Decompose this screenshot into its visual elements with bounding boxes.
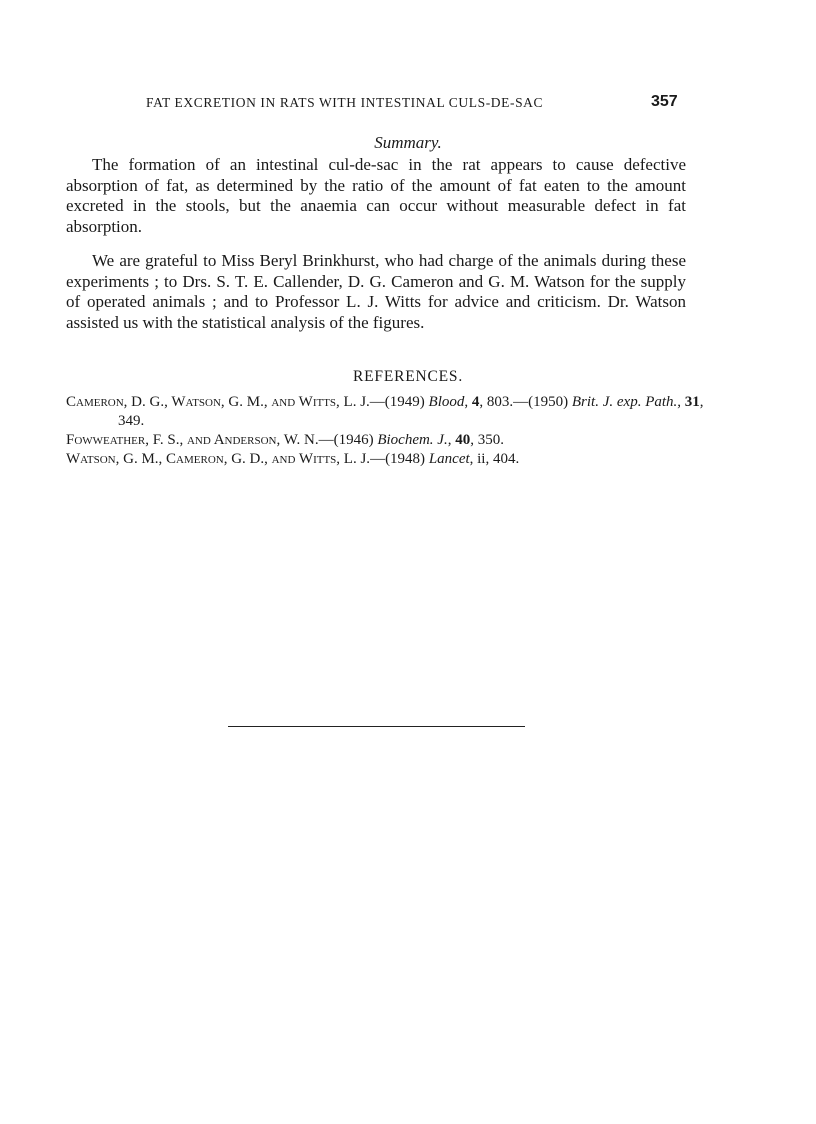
reference-punct: , [464,394,472,410]
reference-volume: 40 [455,432,471,448]
reference-journal: Brit. J. exp. Path. [571,394,678,410]
references-heading: REFERENCES. [353,368,463,385]
reference-item [66,450,706,469]
reference-year: —(1948) [370,451,429,467]
reference-year: —(1946) [318,432,378,448]
reference-pages: , 803.—(1950) [479,394,572,410]
reference-journal: Blood [428,394,465,410]
acknowledgements-section [66,251,686,333]
reference-authors: Fowweather, F. S., and Anderson, W. N. [66,432,319,448]
summary-heading: Summary. [374,133,442,152]
running-head: FAT EXCRETION IN RATS WITH INTESTINAL CULS-DE-SAC [146,95,544,110]
reference-pages: , ii, 404. [469,451,520,467]
reference-pages: , 349. [118,394,704,429]
acknowledgements-paragraph: We are grateful to Miss Beryl Brinkhurst, who had charge of the animals during these experiments ; to Drs. S. T. E. Callender, D. G. Cameron and G. M. Watson for the supply of operated animals ; and to Professor L. J. Witts for advice and criticism. Dr. Watson assisted us with the statistical analysis of the figures. [66,251,686,332]
reference-year: —(1949) [369,394,429,410]
reference-item [66,431,706,450]
summary-section [66,155,686,237]
reference-authors: Watson, G. M., Cameron, G. D., and Witts, L. J. [66,451,371,467]
reference-volume: 4 [471,394,480,410]
summary-paragraph: The formation of an intestinal cul-de-sac in the rat appears to cause defective absorption of fat, as determined by the ratio of the amount of fat eaten to the amount excreted in the stools, but the anaemia can occur without measurable defect in fat absorption. [66,155,686,236]
reference-punct: , [677,394,685,410]
page-number: 357 [651,93,678,110]
reference-journal: Biochem. J. [377,432,448,448]
reference-list [66,393,706,469]
reference-authors: Cameron, D. G., Watson, G. M., and Witts, L. J. [66,394,370,410]
reference-journal: Lancet [428,451,470,467]
reference-item [66,393,706,431]
reference-punct: , [447,432,456,448]
reference-pages: , 350. [470,432,504,448]
reference-volume: 31 [684,394,700,410]
end-rule [228,726,525,727]
